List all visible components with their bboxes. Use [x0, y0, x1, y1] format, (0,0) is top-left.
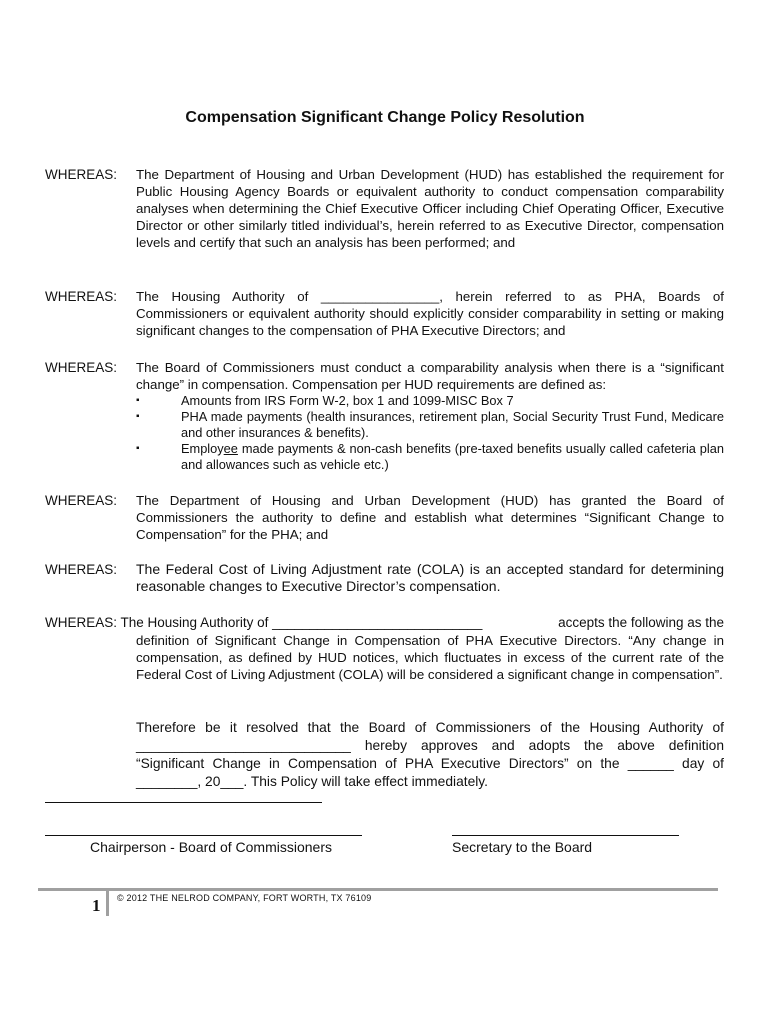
list-item: [136, 409, 724, 441]
whereas-clause-6-lead-right: accepts the following as the: [558, 615, 724, 630]
whereas-clause-6-lead: [45, 614, 724, 631]
whereas-label: WHEREAS:: [45, 562, 118, 577]
page-number: 1: [92, 896, 101, 915]
whereas-clause-6: definition of Significant Change in Compensation of PHA Executive Directors. “Any change in compensation, as defined by HUD notices, which fluctuates in excess of the current rate of the Federal Cost of Living Adjustment (COLA) will be considered a significant change in compensation”.: [136, 633, 724, 682]
footer-divider: [38, 888, 718, 891]
list-item-word-underlined: ee: [223, 441, 238, 456]
signature-line-secretary: [452, 835, 679, 836]
whereas-label: WHEREAS:: [45, 289, 118, 304]
whereas-clause-3: The Board of Commissioners must conduct a comparability analysis when there is a “significant change” in compensation. Compensation per HUD requirements are defined as:: [136, 360, 724, 392]
signature-line: [45, 802, 322, 803]
compensation-list: [136, 393, 724, 473]
copyright-notice: © 2012 THE NELROD COMPANY, FORT WORTH, TX 76109: [117, 893, 372, 903]
signature-line-chairperson: [45, 835, 362, 836]
bullet-icon: ▪: [136, 443, 140, 454]
whereas-clause-6-lead-left: WHEREAS: The Housing Authority of ____________________________: [45, 615, 483, 630]
list-item-text: made payments & non-cash benefits (pre-taxed benefits usually called cafeteria plan and allowances such as vehicle etc.): [181, 441, 724, 472]
list-item: [136, 441, 724, 473]
whereas-clause-4: The Department of Housing and Urban Development (HUD) has granted the Board of Commissioners the authority to define and establish what determines “Significant Change to Compensation” for the PHA; and: [136, 493, 724, 542]
whereas-clause-2-line-1: The Housing Authority of ________________, herein referred to as PHA, Boards of: [136, 289, 724, 304]
whereas-clause-2: Commissioners or equivalent authority should explicitly consider comparability in setting or making significant changes to the compensation of PHA Executive Directors; and: [136, 306, 724, 338]
page-title: Compensation Significant Change Policy Resolution: [185, 109, 585, 126]
list-item: [136, 393, 724, 409]
whereas-clause-5: The Federal Cost of Living Adjustment rate (COLA) is an accepted standard for determining reasonable changes to Executive Director’s compensation.: [136, 561, 724, 594]
secretary-signature-label: Secretary to the Board: [452, 839, 593, 855]
list-item-text: PHA made payments (health insurances, retirement plan, Social Security Trust Fund, Medicare and other insurances & benefits).: [181, 409, 724, 440]
whereas-label: WHEREAS:: [45, 167, 118, 182]
whereas-clause-1: The Department of Housing and Urban Development (HUD) has established the requirement for Public Housing Agency Boards or equivalent authority to conduct compensation comparability analyses when determining the Chief Executive Officer including Chief Operating Officer, Executive Director or other similarly titled individual’s, herein referred to as Executive Director, compensation levels and certify that such an analysis has been performed; and: [136, 167, 724, 250]
whereas-label: WHEREAS:: [45, 493, 118, 508]
bullet-icon: ▪: [136, 395, 140, 406]
whereas-label: WHEREAS:: [45, 360, 118, 375]
footer-page-divider: [106, 890, 109, 916]
chairperson-signature-label: Chairperson - Board of Commissioners: [90, 839, 332, 855]
list-item-word-start: Employ: [181, 441, 224, 456]
resolution-paragraph: Therefore be it resolved that the Board of Commissioners of the Housing Authority of ____________________________ hereby approves and adopts the above definition “Significant Change in Compensation of PHA Executive Directors” on the ______ day of ________, 20___. This Policy will take effect immediately.: [136, 720, 724, 789]
list-item-text: Amounts from IRS Form W-2, box 1 and 1099-MISC Box 7: [181, 393, 514, 408]
bullet-icon: ▪: [136, 411, 140, 422]
